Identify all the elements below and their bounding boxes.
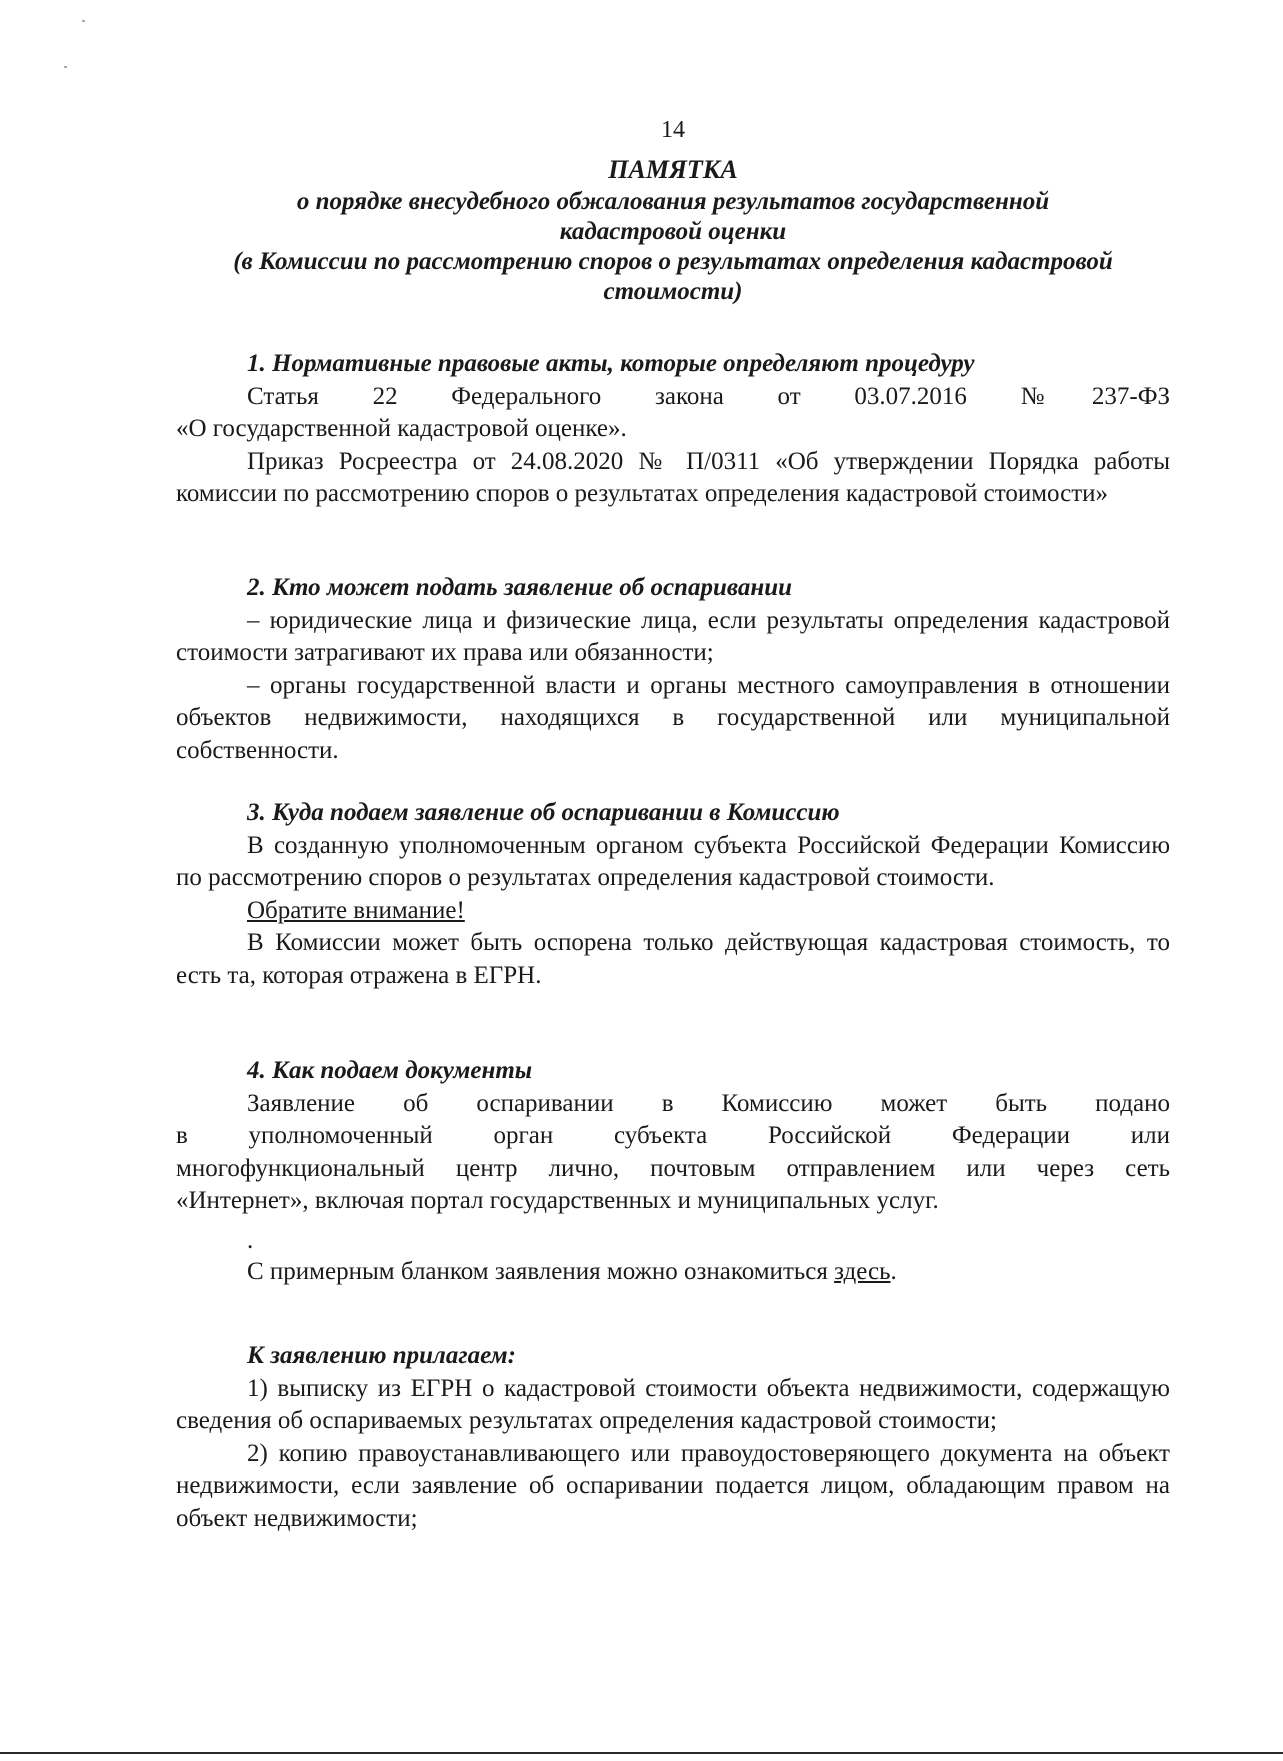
scan-speck: [82, 20, 85, 22]
sample-suffix: .: [890, 1257, 897, 1285]
section-heading: 3. Куда подаем заявление об оспаривании в Комиссию: [247, 799, 840, 826]
paragraph-line: Заявление об оспаривании в Комиссию может быть подано: [247, 1089, 1170, 1117]
paragraph-line: многофункциональный центр лично, почтовым отправлением или через сеть: [176, 1154, 1170, 1182]
section-attachments: [176, 1340, 1170, 1535]
paragraph: Статья 22 Федерального закона от 03.07.2016 №237-ФЗ: [247, 382, 1170, 410]
title-line: о порядке внесудебного обжалования результатов государственной: [296, 188, 1050, 215]
section-heading: К заявлению прилагаем:: [247, 1342, 517, 1369]
section-how-to-submit: [176, 1055, 1170, 1288]
section-heading: 2. Кто может подать заявление об оспаривании: [247, 574, 793, 601]
list-item: 1) выписку из ЕГРН о кадастровой стоимости объекта недвижимости, содержащую сведения об оспариваемых результатах определения кадастровой стоимости;: [176, 1374, 1170, 1434]
attention-label: Обратите внимание!: [247, 896, 465, 924]
scan-edge-line: [0, 1752, 1283, 1754]
list-item: – органы государственной власти и органы местного самоуправления в отношении объектов недвижимости, находящихся в государственной или муниципальной собственности.: [176, 671, 1170, 764]
list-item: – юридические лица и физические лица, если результаты определения кадастровой стоимости затрагивают их права или обязанности;: [176, 606, 1170, 666]
sample-text: С примерным бланком заявления можно ознакомиться: [247, 1257, 835, 1285]
section-legal-acts: [176, 348, 1170, 511]
paragraph: В Комиссии может быть оспорена только действующая кадастровая стоимость, то есть та, которая отражена в ЕГРН.: [176, 929, 1170, 989]
paragraph-line: в уполномоченный орган субъекта Российской Федерации или: [176, 1122, 1170, 1149]
attention-note: [176, 895, 1170, 928]
section-heading: 4. Как подаем документы: [247, 1057, 533, 1084]
list-item: 2) копию правоустанавливающего или правоудостоверяющего документа на объект недвижимости, если заявление об оспаривании подается лицом, обладающим правом на объект недвижимости;: [176, 1439, 1170, 1532]
page-number: 14: [661, 117, 685, 143]
section-where-to-apply: [176, 797, 1170, 992]
title-line: кадастровой оценки: [559, 218, 787, 245]
title-line: (в Комиссии по рассмотрению споров о результатах определения кадастровой: [233, 248, 1113, 275]
title-line: стоимости): [603, 278, 743, 305]
sample-form-line: [176, 1256, 1170, 1289]
document-title: [176, 154, 1170, 307]
title-main: ПАМЯТКА: [608, 155, 738, 184]
sample-form-link[interactable]: здесь: [834, 1257, 891, 1285]
paragraph: «О государственной кадастровой оценке».: [176, 415, 627, 442]
stray-dot: .: [247, 1226, 254, 1254]
paragraph: Приказ Росреестра от 24.08.2020 № П/0311 «Об утверждении Порядка работы комиссии по рассмотрению споров о результатах определения кадастровой стоимости»: [176, 447, 1170, 507]
paragraph: В созданную уполномоченным органом субъекта Российской Федерации Комиссию по рассмотрению споров о результатах определения кадастровой стоимости.: [176, 831, 1170, 891]
section-heading: 1. Нормативные правовые акты, которые определяют процедуру: [247, 350, 975, 377]
scan-speck: [64, 66, 67, 68]
section-who-can-apply: [176, 572, 1170, 767]
paragraph-line: «Интернет», включая портал государственных и муниципальных услуг.: [176, 1187, 939, 1214]
